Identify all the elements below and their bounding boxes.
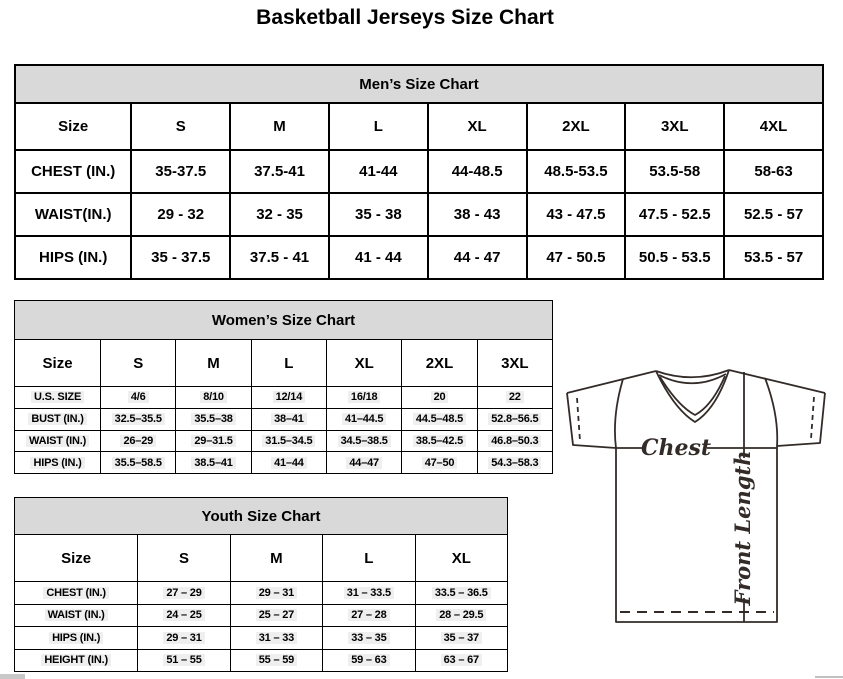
horizontal-scrollbar-fragment[interactable]: [815, 676, 843, 678]
row-label-cell: HIPS (IN.): [15, 236, 131, 279]
value-cell: 29 - 32: [131, 193, 230, 236]
row-label-cell-text: HIPS (IN.): [49, 632, 103, 644]
column-header: M: [230, 103, 329, 150]
value-cell-text: 31.5–34.5: [262, 435, 315, 447]
value-cell-text: 27 – 29: [163, 587, 204, 599]
value-cell-text: 28 – 29.5: [436, 609, 486, 621]
value-cell: 50.5 - 53.5: [625, 236, 724, 279]
value-cell: [138, 604, 230, 627]
table-row: [15, 408, 553, 430]
table-row: [15, 150, 823, 193]
value-cell: 44-48.5: [428, 150, 527, 193]
value-cell-text: 16/18: [348, 391, 381, 403]
value-cell: [327, 408, 402, 430]
column-header: 3XL: [477, 340, 552, 387]
column-header: L: [323, 535, 415, 582]
value-cell-text: 35.5–38: [191, 413, 235, 425]
value-cell: [251, 452, 326, 474]
row-label-cell-text: CHEST (IN.): [43, 587, 109, 599]
value-cell-text: 34.5–38.5: [338, 435, 391, 447]
table-caption-row: [15, 498, 508, 535]
value-cell: [402, 387, 477, 409]
front-length-measure-label: Front Length: [730, 450, 755, 606]
jersey-left-armhole-seam: [615, 379, 623, 448]
value-cell: [477, 452, 552, 474]
value-cell: [101, 387, 176, 409]
row-label-cell-text: BUST (IN.): [28, 413, 86, 425]
youth-size-table: [14, 497, 508, 672]
horizontal-scrollbar-thumb[interactable]: [0, 674, 25, 679]
value-cell: 58-63: [724, 150, 823, 193]
value-cell: 53.5 - 57: [724, 236, 823, 279]
value-cell: [176, 430, 251, 452]
jersey-left-shoulder-line: [567, 371, 656, 393]
jersey-right-sleeve-dashed-line: [811, 397, 814, 439]
value-cell: [327, 452, 402, 474]
table-title: Women’s Size Chart: [15, 301, 553, 340]
value-cell: 47.5 - 52.5: [625, 193, 724, 236]
value-cell-text: 51 – 55: [163, 654, 204, 666]
value-cell-text: 24 – 25: [163, 609, 204, 621]
value-cell: 37.5-41: [230, 150, 329, 193]
column-header: XL: [415, 535, 507, 582]
row-label-cell: CHEST (IN.): [15, 150, 131, 193]
mens-size-table: [14, 64, 824, 280]
value-cell: [323, 582, 415, 605]
table-caption-row: [15, 65, 823, 103]
table-row: [15, 430, 553, 452]
column-header: S: [131, 103, 230, 150]
value-cell: 47 - 50.5: [527, 236, 626, 279]
value-cell: [323, 649, 415, 672]
value-cell-text: 46.8–50.3: [488, 435, 541, 447]
value-cell-text: 59 – 63: [348, 654, 389, 666]
value-cell-text: 54.3–58.3: [488, 457, 541, 469]
value-cell: [230, 604, 322, 627]
column-header: S: [138, 535, 230, 582]
value-cell: [251, 430, 326, 452]
row-label-cell: [15, 649, 138, 672]
value-cell-text: 29–31.5: [191, 435, 235, 447]
value-cell: 37.5 - 41: [230, 236, 329, 279]
value-cell: [251, 387, 326, 409]
value-cell-text: 38–41: [271, 413, 307, 425]
value-cell: [415, 627, 507, 650]
jersey-right-armhole-seam: [765, 378, 777, 446]
value-cell: [176, 387, 251, 409]
value-cell: [230, 649, 322, 672]
value-cell-text: 25 – 27: [256, 609, 297, 621]
value-cell-text: 26–29: [120, 435, 156, 447]
value-cell-text: 38.5–42.5: [413, 435, 466, 447]
jersey-left-sleeve-dashed-line: [577, 398, 580, 441]
value-cell-text: 8/10: [200, 391, 227, 403]
value-cell: 41-44: [329, 150, 428, 193]
table-title: Youth Size Chart: [15, 498, 508, 535]
value-cell: [415, 582, 507, 605]
table-row: [15, 627, 508, 650]
row-label-cell-text: WAIST (IN.): [45, 609, 108, 621]
column-header: Size: [15, 103, 131, 150]
value-cell: [402, 408, 477, 430]
column-header: M: [230, 535, 322, 582]
table-row: [15, 649, 508, 672]
chest-measure-label: Chest: [640, 435, 712, 461]
value-cell: 32 - 35: [230, 193, 329, 236]
table-row: [15, 193, 823, 236]
value-cell-text: 47–50: [422, 457, 458, 469]
row-label-cell-text: WAIST (IN.): [26, 435, 89, 447]
column-header: L: [251, 340, 326, 387]
value-cell: 48.5-53.5: [527, 150, 626, 193]
value-cell-text: 31 – 33.5: [344, 587, 394, 599]
jersey-left-sleeve: [567, 393, 616, 448]
row-label-cell: [15, 582, 138, 605]
row-label-cell: [15, 604, 138, 627]
row-label-cell: WAIST(IN.): [15, 193, 131, 236]
page-title: Basketball Jerseys Size Chart: [256, 6, 554, 29]
value-cell: [323, 627, 415, 650]
table-row: [15, 582, 508, 605]
value-cell: [138, 649, 230, 672]
value-cell-text: 27 – 28: [348, 609, 389, 621]
value-cell-text: 33 – 35: [348, 632, 389, 644]
womens-size-table: [14, 300, 553, 474]
value-cell: [415, 649, 507, 672]
value-cell: 35 - 38: [329, 193, 428, 236]
jersey-right-sleeve: [777, 393, 825, 446]
value-cell: [176, 452, 251, 474]
column-header: 2XL: [527, 103, 626, 150]
value-cell: [402, 430, 477, 452]
value-cell: [477, 408, 552, 430]
value-cell: 35-37.5: [131, 150, 230, 193]
value-cell: [402, 452, 477, 474]
value-cell: [138, 627, 230, 650]
row-label-cell: [15, 408, 101, 430]
column-header: M: [176, 340, 251, 387]
value-cell-text: 41–44: [271, 457, 307, 469]
column-header-row: [15, 340, 553, 387]
row-label-cell-text: HEIGHT (IN.): [41, 654, 111, 666]
value-cell-text: 33.5 – 36.5: [432, 587, 491, 599]
value-cell-text: 4/6: [128, 391, 149, 403]
value-cell: [251, 408, 326, 430]
row-label-cell-text: U.S. SIZE: [31, 391, 84, 403]
value-cell: [176, 408, 251, 430]
value-cell-text: 35.5–58.5: [112, 457, 165, 469]
row-label-cell: [15, 627, 138, 650]
value-cell-text: 41–44.5: [342, 413, 386, 425]
row-label-cell-text: HIPS (IN.): [30, 457, 84, 469]
value-cell: [327, 387, 402, 409]
value-cell-text: 55 – 59: [256, 654, 297, 666]
value-cell: [230, 582, 322, 605]
column-header: Size: [15, 535, 138, 582]
row-label-cell: [15, 387, 101, 409]
womens-size-chart-section: [14, 300, 553, 474]
value-cell: 52.5 - 57: [724, 193, 823, 236]
value-cell-text: 31 – 33: [256, 632, 297, 644]
value-cell: 38 - 43: [428, 193, 527, 236]
value-cell: [477, 430, 552, 452]
jersey-measurement-diagram: [555, 360, 840, 665]
table-caption-row: [15, 301, 553, 340]
value-cell-text: 44.5–48.5: [413, 413, 466, 425]
value-cell: [101, 452, 176, 474]
value-cell: [323, 604, 415, 627]
value-cell: 35 - 37.5: [131, 236, 230, 279]
value-cell-text: 38.5–41: [191, 457, 235, 469]
column-header: S: [101, 340, 176, 387]
value-cell: [230, 627, 322, 650]
value-cell: [101, 430, 176, 452]
value-cell: 41 - 44: [329, 236, 428, 279]
column-header: 4XL: [724, 103, 823, 150]
value-cell: [101, 408, 176, 430]
youth-size-chart-section: [14, 497, 508, 672]
value-cell-text: 52.8–56.5: [488, 413, 541, 425]
value-cell-text: 32.5–35.5: [112, 413, 165, 425]
value-cell-text: 44–47: [346, 457, 382, 469]
column-header: Size: [15, 340, 101, 387]
value-cell-text: 22: [506, 391, 524, 403]
value-cell: [477, 387, 552, 409]
value-cell-text: 29 – 31: [256, 587, 297, 599]
column-header: L: [329, 103, 428, 150]
column-header: 3XL: [625, 103, 724, 150]
row-label-cell: [15, 452, 101, 474]
value-cell: [415, 604, 507, 627]
value-cell-text: 35 – 37: [441, 632, 482, 644]
value-cell: 53.5-58: [625, 150, 724, 193]
value-cell: [327, 430, 402, 452]
column-header: 2XL: [402, 340, 477, 387]
jersey-collar-back-arc-outer: [656, 370, 729, 377]
value-cell: 43 - 47.5: [527, 193, 626, 236]
value-cell: [138, 582, 230, 605]
column-header-row: [15, 103, 823, 150]
table-row: [15, 387, 553, 409]
value-cell-text: 63 – 67: [441, 654, 482, 666]
table-row: [15, 604, 508, 627]
table-row: [15, 236, 823, 279]
value-cell-text: 12/14: [273, 391, 306, 403]
column-header: XL: [428, 103, 527, 150]
column-header: XL: [327, 340, 402, 387]
value-cell: 44 - 47: [428, 236, 527, 279]
mens-size-chart-section: [14, 64, 824, 280]
value-cell-text: 20: [431, 391, 449, 403]
value-cell-text: 29 – 31: [163, 632, 204, 644]
table-row: [15, 452, 553, 474]
row-label-cell: [15, 430, 101, 452]
table-title: Men’s Size Chart: [15, 65, 823, 103]
column-header-row: [15, 535, 508, 582]
